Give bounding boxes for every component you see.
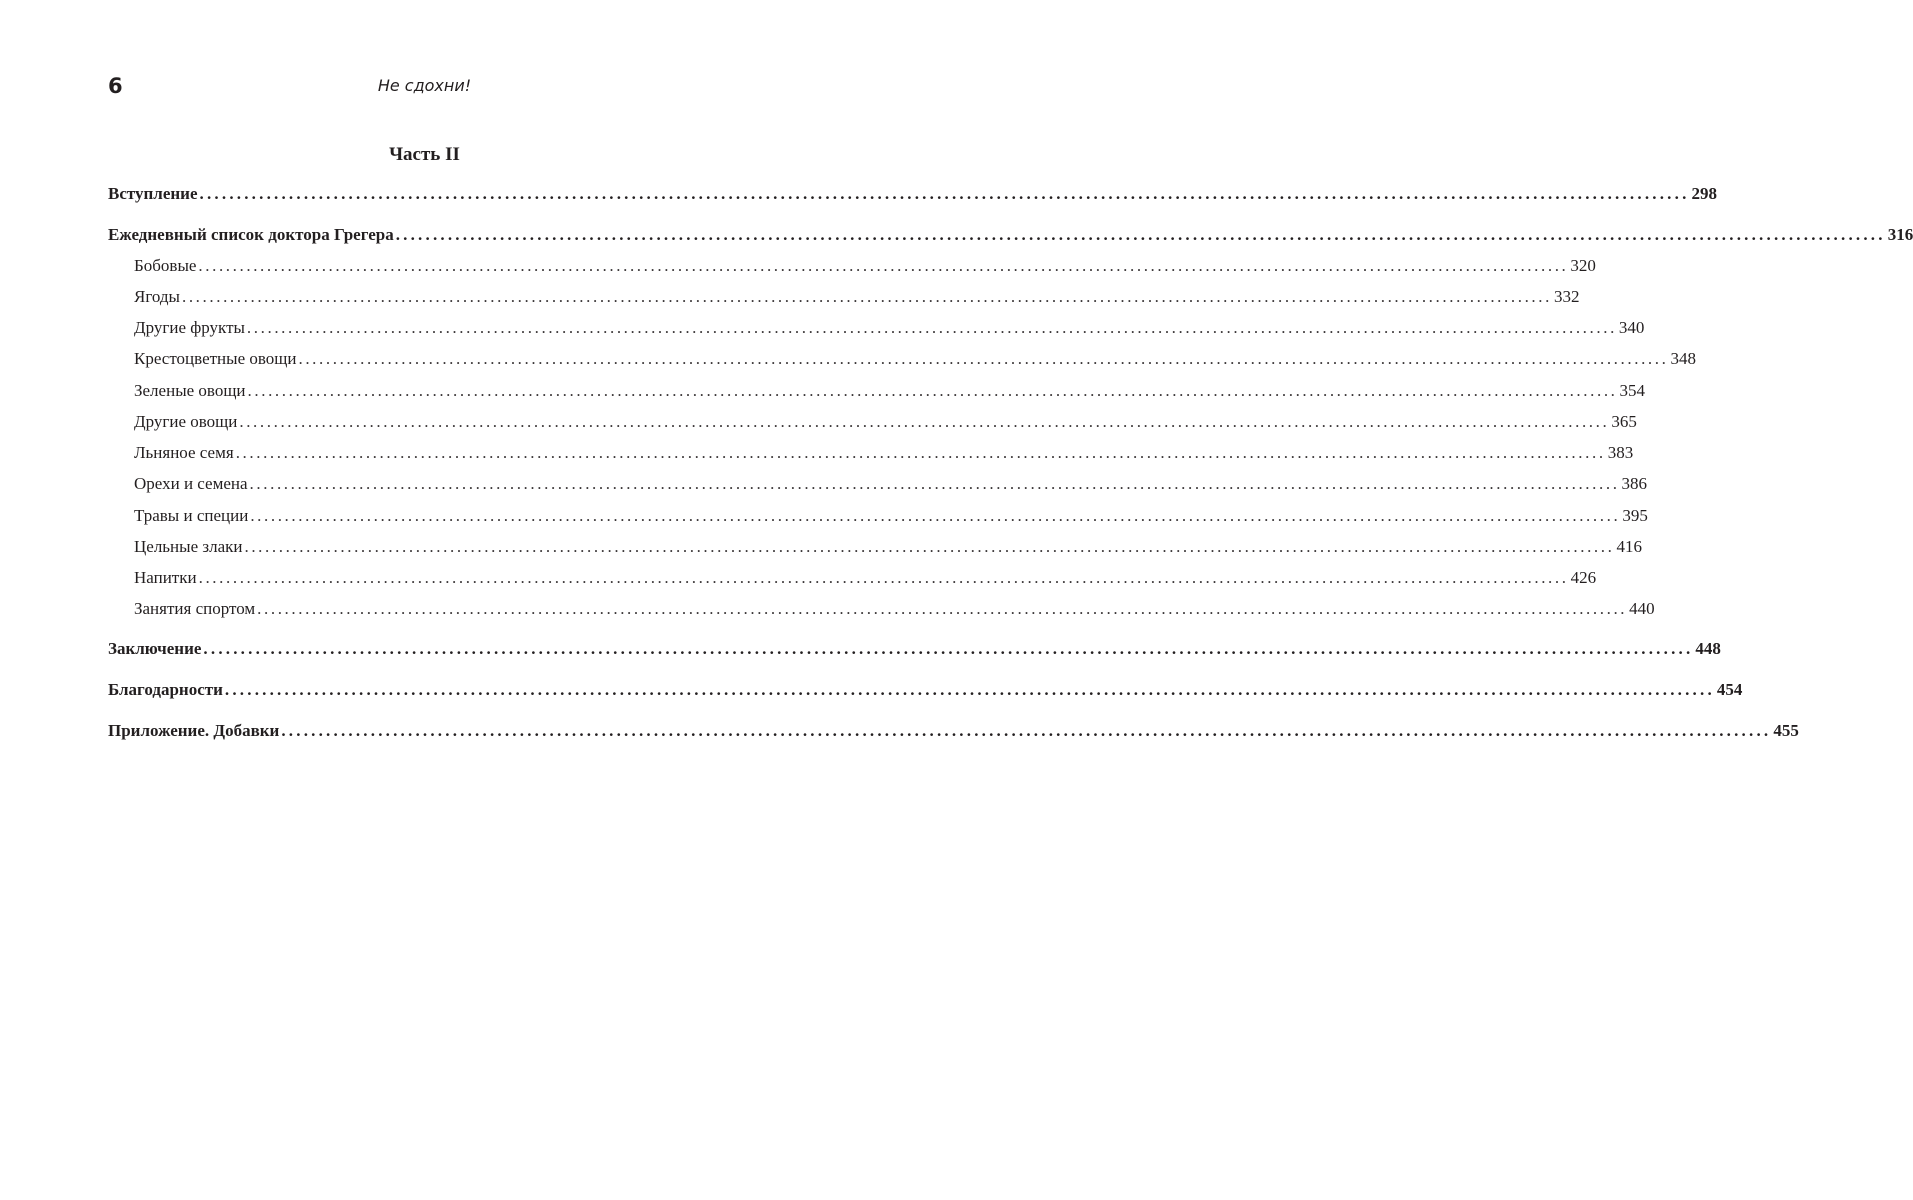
toc-entry-title: Зеленые овощи <box>134 381 246 400</box>
toc-entry-title: Приложение. Добавки <box>108 721 280 740</box>
toc-entry-page: 386 <box>1621 474 1648 493</box>
toc-subentry[interactable] <box>108 286 1580 308</box>
toc-entry[interactable] <box>108 638 1721 660</box>
toc-entry-page: 354 <box>1619 381 1646 400</box>
toc-entry-title: Бобовые <box>134 256 197 275</box>
toc-entry-page: 320 <box>1570 256 1596 275</box>
toc-entry-page: 454 <box>1716 680 1743 699</box>
dot-leader: ........................................................................................................................................................................................................ <box>203 639 1694 658</box>
toc-subentry[interactable] <box>108 505 1648 527</box>
toc-entry-title: Напитки <box>134 568 197 587</box>
toc-subentry[interactable] <box>108 348 1696 370</box>
toc-entry-title: Другие фрукты <box>134 318 245 337</box>
toc-entry-page: 383 <box>1607 443 1634 462</box>
dot-leader: ........................................................................................................................................................................................................ <box>199 184 1690 203</box>
toc-subentry[interactable] <box>108 255 1596 277</box>
dot-leader: ........................................................................................................................................................................................................ <box>395 225 1886 244</box>
dot-leader: ........................................................................................................................................................................................................ <box>198 256 1569 275</box>
toc-subentry[interactable] <box>108 411 1637 433</box>
toc-entry-title: Цельные злаки <box>134 537 243 556</box>
running-title: Не сдохни! <box>377 76 472 95</box>
section-heading: Часть II <box>389 144 460 165</box>
toc-entry-page: 455 <box>1773 721 1799 740</box>
dot-leader: ........................................................................................................................................................................................................ <box>246 318 1617 337</box>
toc-entry-page: 365 <box>1611 412 1637 431</box>
dot-leader: ........................................................................................................................................................................................................ <box>244 537 1615 556</box>
toc-subentry[interactable] <box>108 473 1648 495</box>
toc-entry-page: 426 <box>1570 568 1597 587</box>
toc-entry-title: Орехи и семена <box>134 474 248 493</box>
toc-entry[interactable] <box>108 679 1743 701</box>
dot-leader: ........................................................................................................................................................................................................ <box>257 599 1628 618</box>
dot-leader: ........................................................................................................................................................................................................ <box>181 287 1552 306</box>
toc-entry[interactable] <box>108 720 1799 742</box>
dot-leader: ........................................................................................................................................................................................................ <box>250 506 1621 525</box>
toc-entry-page: 448 <box>1695 639 1721 658</box>
dot-leader: ........................................................................................................................................................................................................ <box>198 568 1569 587</box>
table-of-contents <box>108 0 1913 1200</box>
dot-leader: ........................................................................................................................................................................................................ <box>298 349 1669 368</box>
dot-leader: ........................................................................................................................................................................................................ <box>281 721 1772 740</box>
toc-subentry[interactable] <box>108 598 1655 620</box>
dot-leader: ........................................................................................................................................................................................................ <box>239 412 1610 431</box>
page-number: 6 <box>108 74 123 98</box>
toc-subentry[interactable] <box>108 380 1646 402</box>
toc-subentry[interactable] <box>108 536 1642 558</box>
toc-entry-title: Занятия спортом <box>134 599 256 618</box>
toc-entry-page: 332 <box>1553 287 1580 306</box>
toc-entry-title: Другие овощи <box>134 412 238 431</box>
dot-leader: ........................................................................................................................................................................................................ <box>235 443 1606 462</box>
toc-entry-page: 340 <box>1618 318 1645 337</box>
toc-subentry[interactable] <box>108 317 1645 339</box>
toc-entry-page: 416 <box>1616 537 1642 556</box>
toc-subentry[interactable] <box>108 567 1597 589</box>
toc-subentry[interactable] <box>108 442 1634 464</box>
toc-entry-title: Ягоды <box>134 287 180 306</box>
dot-leader: ........................................................................................................................................................................................................ <box>224 680 1715 699</box>
dot-leader: ........................................................................................................................................................................................................ <box>247 381 1618 400</box>
dot-leader: ........................................................................................................................................................................................................ <box>249 474 1620 493</box>
toc-entry-page: 395 <box>1622 506 1648 525</box>
toc-entry-page: 348 <box>1670 349 1696 368</box>
toc-entry-title: Благодарности <box>108 680 223 699</box>
toc-entry-title: Льняное семя <box>134 443 234 462</box>
toc-entry-title: Вступление <box>108 184 198 203</box>
toc-entry-title: Крестоцветные овощи <box>134 349 297 368</box>
toc-entry-page: 440 <box>1629 599 1655 618</box>
toc-entry-page: 316 <box>1887 225 1913 244</box>
toc-entry-title: Заключение <box>108 639 202 658</box>
toc-entry[interactable] <box>108 183 1718 205</box>
toc-entry-title: Травы и специи <box>134 506 249 525</box>
toc-entry[interactable] <box>108 224 1913 246</box>
toc-entry-title: Ежедневный список доктора Грегера <box>108 225 394 244</box>
toc-entry-page: 298 <box>1691 184 1718 203</box>
